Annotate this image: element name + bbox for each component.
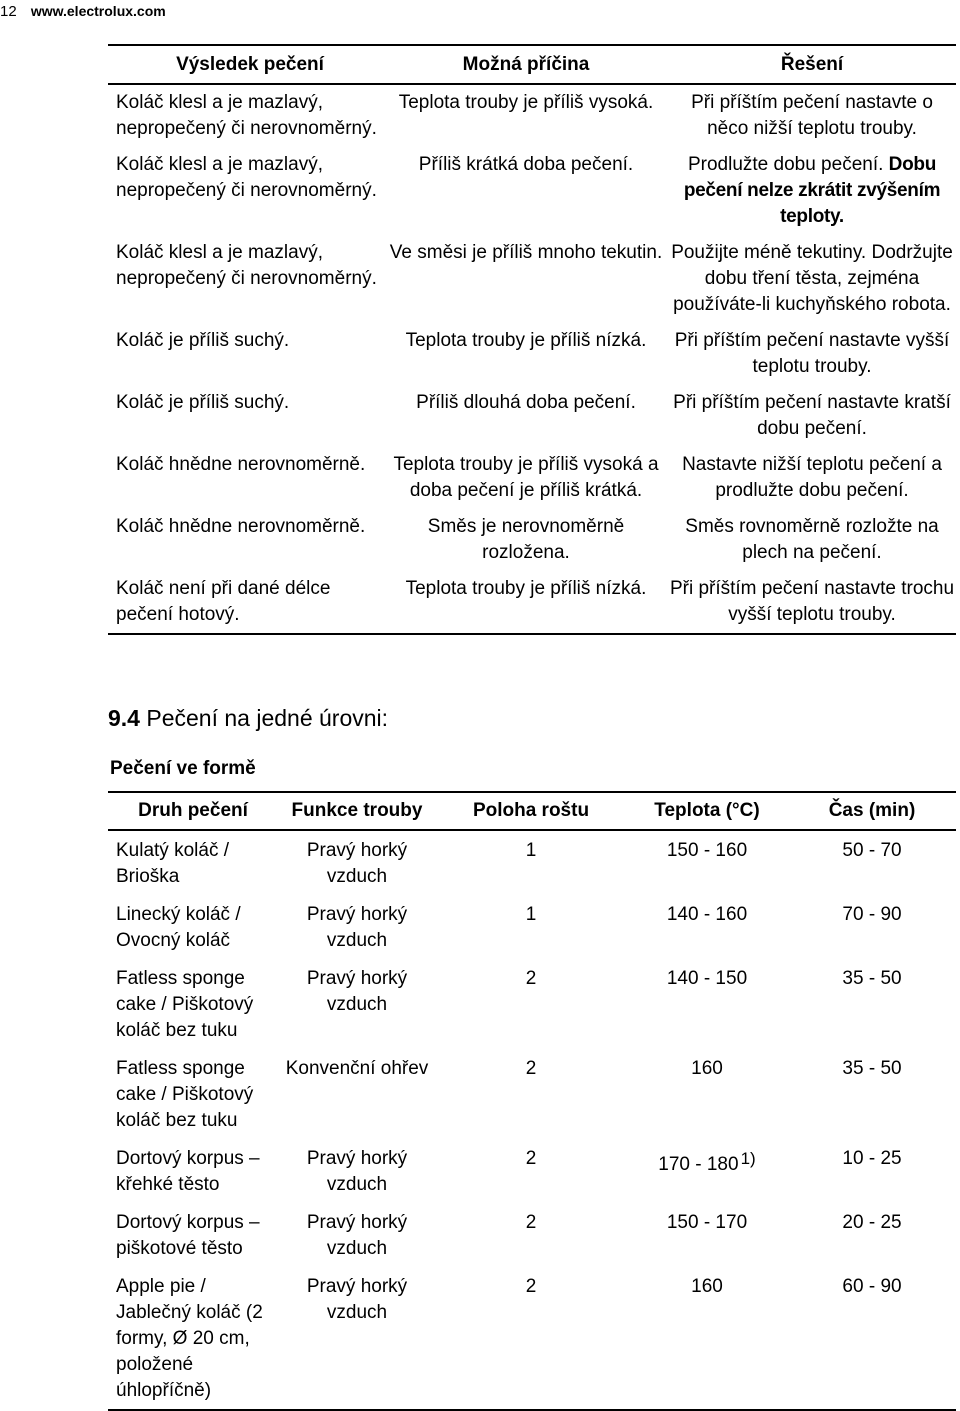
cell-type: Dortový korpus – piškotové těsto	[116, 1212, 260, 1259]
section-number: 9.4	[108, 705, 140, 731]
footnote-marker: 1)	[740, 1149, 756, 1168]
table-row	[108, 1139, 956, 1203]
solution-text: Prodlužte dobu pečení.	[687, 154, 884, 175]
column-header-cause: Možná příčina	[384, 45, 668, 84]
table-row	[108, 509, 956, 571]
cell-time: 20 - 25	[842, 1212, 902, 1233]
cell-shelf: 2	[525, 1148, 537, 1169]
section-title	[108, 702, 388, 734]
column-header-temperature: Teplota (°C)	[626, 792, 788, 830]
column-header-result: Výsledek pečení	[108, 45, 384, 84]
cell-solution	[668, 235, 956, 323]
section-title-text: Pečení na jedné úrovni:	[146, 705, 389, 731]
cell-temperature	[626, 895, 788, 959]
solution-text: Použijte méně tekutiny. Dodržujte dobu tření těsta, zejména používáte-li kuchyňského robota.	[671, 242, 953, 315]
cell-cause: Ve směsi je příliš mnoho tekutin.	[389, 242, 663, 263]
page-header	[0, 0, 166, 22]
temperature-value: 170 - 180	[658, 1154, 739, 1175]
table-header-row	[108, 45, 956, 84]
cell-function: Pravý horký vzduch	[306, 840, 408, 887]
cell-function: Pravý horký vzduch	[306, 1212, 408, 1259]
table-row	[108, 84, 956, 147]
table-row	[108, 959, 956, 1049]
temperature-value: 150 - 160	[666, 840, 748, 861]
cell-result: Koláč klesl a je mazlavý, nepropečený či nerovnoměrný.	[116, 242, 377, 289]
temperature-value: 140 - 160	[666, 904, 748, 925]
cell-result: Koláč není při dané délce pečení hotový.	[108, 571, 384, 634]
cell-result: Koláč je příliš suchý.	[116, 330, 290, 351]
cell-time: 60 - 90	[788, 1267, 956, 1410]
solution-text: Při příštím pečení nastavte kratší dobu pečení.	[673, 392, 951, 439]
cell-result: Koláč hnědne nerovnoměrně.	[116, 454, 366, 475]
temperature-value: 150 - 170	[666, 1212, 748, 1233]
cell-solution	[668, 147, 956, 235]
cell-cause: Teplota trouby je příliš nízká.	[405, 330, 647, 351]
column-header-type: Druh pečení	[108, 792, 278, 830]
cell-cause: Příliš dlouhá doba pečení.	[416, 392, 636, 413]
cell-type: Kulatý koláč / Brioška	[116, 840, 229, 887]
solution-text: Při příštím pečení nastavte vyšší teplotu trouby.	[674, 330, 950, 377]
table-row	[108, 447, 956, 509]
cell-solution	[668, 84, 956, 147]
cell-temperature	[626, 1267, 788, 1410]
table-header-row	[108, 792, 956, 830]
troubleshooting-table	[108, 44, 956, 635]
cell-result: Koláč je příliš suchý.	[116, 392, 290, 413]
cell-temperature	[626, 1139, 788, 1203]
cell-type: Linecký koláč / Ovocný koláč	[116, 904, 241, 951]
solution-text: Směs rovnoměrně rozložte na plech na pečení.	[685, 516, 939, 563]
cell-function: Pravý horký vzduch	[306, 1148, 408, 1195]
column-header-shelf: Poloha roštu	[436, 792, 626, 830]
cell-cause: Příliš krátká doba pečení.	[418, 154, 634, 175]
cell-temperature	[626, 1203, 788, 1267]
subheading: Pečení ve formě	[110, 758, 256, 779]
cell-function: Pravý horký vzduch	[306, 904, 408, 951]
cell-cause: Teplota trouby je příliš nízká.	[384, 571, 668, 634]
table-row	[108, 385, 956, 447]
cell-function: Pravý horký vzduch	[278, 1267, 436, 1410]
table-row	[108, 1203, 956, 1267]
cell-time: 50 - 70	[842, 840, 902, 861]
cell-shelf: 1	[525, 840, 537, 861]
table-row	[108, 147, 956, 235]
cell-solution	[668, 323, 956, 385]
column-header-time: Čas (min)	[788, 792, 956, 830]
cell-time: 35 - 50	[842, 968, 902, 989]
page-number: 12	[0, 3, 17, 20]
cell-type: Dortový korpus – křehké těsto	[116, 1148, 260, 1195]
cell-type: Fatless sponge cake / Piškotový koláč bez tuku	[116, 968, 254, 1041]
cell-function: Pravý horký vzduch	[306, 968, 408, 1015]
cell-result: Koláč klesl a je mazlavý, nepropečený či nerovnoměrný.	[116, 154, 377, 201]
cell-temperature	[626, 959, 788, 1049]
cell-result: Koláč klesl a je mazlavý, nepropečený či nerovnoměrný.	[116, 92, 377, 139]
temperature-value: 160	[691, 1058, 723, 1079]
cell-cause: Směs je nerovnoměrně rozložena.	[427, 516, 625, 563]
cell-solution	[668, 509, 956, 571]
cell-solution	[668, 447, 956, 509]
solution-text: Při příštím pečení nastavte o něco nižší teplotu trouby.	[691, 92, 933, 139]
cell-result: Koláč hnědne nerovnoměrně.	[116, 516, 366, 537]
cell-cause: Teplota trouby je příliš vysoká a doba pečení je příliš krátká.	[393, 454, 659, 501]
cell-type: Apple pie / Jablečný koláč (2 formy, Ø 20 cm, položené úhlopříčně)	[108, 1267, 278, 1410]
cell-type: Fatless sponge cake / Piškotový koláč bez tuku	[116, 1058, 254, 1131]
cell-function: Konvenční ohřev	[285, 1058, 429, 1079]
cell-shelf: 2	[525, 968, 537, 989]
cell-shelf: 2	[436, 1267, 626, 1410]
cell-cause: Teplota trouby je příliš vysoká.	[398, 92, 654, 113]
table-row	[108, 895, 956, 959]
solution-note: Dobu pečení nelze zkrátit zvýšením teploty.	[683, 154, 941, 227]
table-row	[108, 1049, 956, 1139]
cell-time: 70 - 90	[842, 904, 902, 925]
cell-temperature	[626, 1049, 788, 1139]
cell-solution	[668, 385, 956, 447]
table-row	[108, 830, 956, 895]
cell-temperature	[626, 830, 788, 895]
cell-solution	[668, 571, 956, 634]
solution-text: Při příštím pečení nastavte trochu vyšší teplotu trouby.	[669, 578, 955, 625]
table-row	[108, 235, 956, 323]
cell-shelf: 2	[525, 1058, 537, 1079]
table-row	[108, 323, 956, 385]
cell-time: 35 - 50	[842, 1058, 902, 1079]
site-url: www.electrolux.com	[30, 3, 166, 19]
table-row	[108, 571, 956, 634]
cell-shelf: 1	[525, 904, 537, 925]
baking-table	[108, 791, 956, 1411]
temperature-value: 160	[691, 1276, 723, 1297]
cell-time: 10 - 25	[842, 1148, 902, 1169]
cell-shelf: 2	[525, 1212, 537, 1233]
column-header-solution: Řešení	[668, 45, 956, 84]
column-header-function: Funkce trouby	[278, 792, 436, 830]
solution-text: Nastavte nižší teplotu pečení a prodlužte dobu pečení.	[682, 454, 942, 501]
table-row	[108, 1267, 956, 1410]
temperature-value: 140 - 150	[666, 968, 748, 989]
